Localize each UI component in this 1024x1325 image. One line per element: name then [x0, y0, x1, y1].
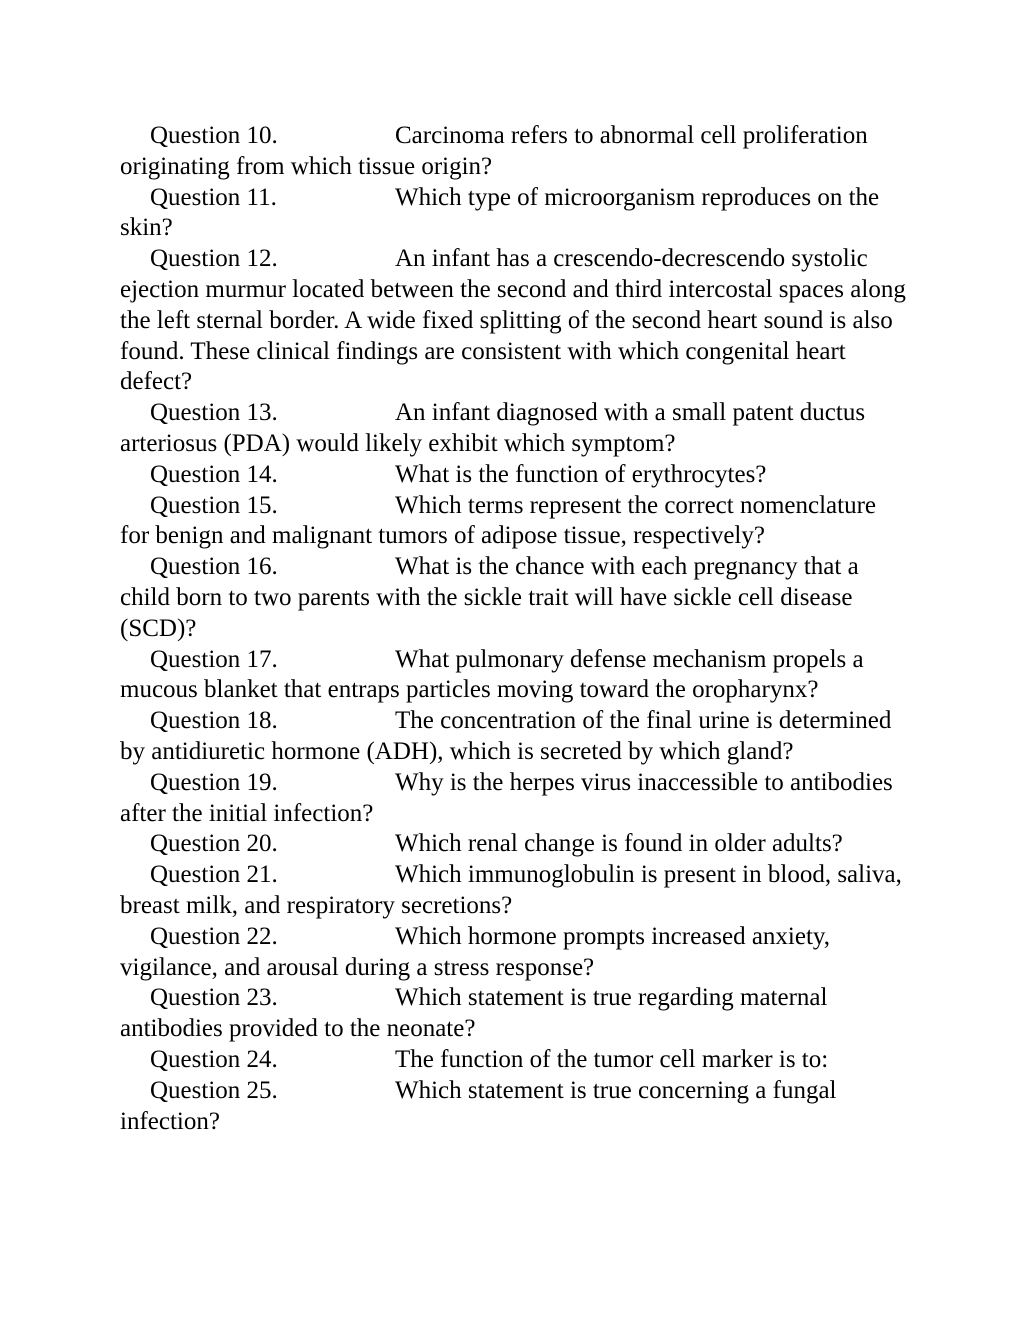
- question-text: The concentration of the final urine is determined by antidiuretic hormone (ADH), which is secreted by which gland?: [120, 707, 892, 765]
- question-number: Question 22.: [150, 922, 278, 950]
- question-text: Which statement is true regarding maternal antibodies provided to the neonate?: [120, 984, 828, 1043]
- question-item: [120, 829, 910, 860]
- question-number: Question 15.: [150, 491, 278, 519]
- question-number: Question 21.: [150, 861, 278, 889]
- question-number: Question 14.: [150, 460, 278, 488]
- question-number: Question 23.: [150, 984, 278, 1012]
- question-text: Which immunoglobulin is present in blood, saliva, breast milk, and respiratory secretions?: [120, 861, 902, 919]
- question-text: The function of the tumor cell marker is to:: [395, 1045, 829, 1073]
- question-item: [120, 183, 910, 245]
- document-page: [120, 121, 910, 1137]
- question-item: [120, 244, 910, 398]
- question-item: [120, 922, 910, 984]
- question-number: Question 10.: [150, 122, 278, 149]
- question-item: [120, 706, 910, 768]
- question-number: Question 12.: [150, 245, 278, 273]
- question-item: [120, 491, 910, 553]
- question-item: [120, 552, 910, 644]
- question-item: [120, 398, 910, 460]
- question-text: What is the chance with each pregnancy that a child born to two parents with the sickle trait will have sickle cell disease (SCD)?: [120, 553, 859, 642]
- question-number: Question 18.: [150, 707, 278, 735]
- question-item: [120, 121, 910, 183]
- question-text: Carcinoma refers to abnormal cell proliferation originating from which tissue origin?: [120, 122, 868, 180]
- question-number: Question 17.: [150, 645, 278, 673]
- question-text: What is the function of erythrocytes?: [395, 460, 767, 488]
- question-number: Question 25.: [150, 1076, 278, 1104]
- question-item: [120, 460, 910, 491]
- question-number: Question 19.: [150, 768, 278, 796]
- question-item: [120, 645, 910, 707]
- question-text: Which renal change is found in older adults?: [395, 830, 843, 858]
- question-item: [120, 1045, 910, 1076]
- question-item: [120, 983, 910, 1045]
- question-item: [120, 1076, 910, 1138]
- question-text: Why is the herpes virus inaccessible to antibodies after the initial infection?: [120, 768, 893, 827]
- question-text: Which statement is true concerning a fungal infection?: [120, 1076, 837, 1135]
- question-text: An infant has a crescendo-decrescendo systolic ejection murmur located between the second and third intercostal spaces along the left sternal border. A wide fixed splitting of the second heart sound is also found. These clinical findings are consistent with which congenital heart defect?: [120, 245, 906, 396]
- question-number: Question 13.: [150, 399, 278, 427]
- question-item: [120, 768, 910, 830]
- question-item: [120, 860, 910, 922]
- question-number: Question 20.: [150, 830, 278, 858]
- question-text: What pulmonary defense mechanism propels a mucous blanket that entraps particles moving toward the oropharynx?: [120, 645, 864, 704]
- question-number: Question 16.: [150, 553, 278, 581]
- question-number: Question 24.: [150, 1045, 278, 1073]
- question-text: Which terms represent the correct nomenclature for benign and malignant tumors of adipose tissue, respectively?: [120, 491, 877, 550]
- question-text: An infant diagnosed with a small patent ductus arteriosus (PDA) would likely exhibit which symptom?: [120, 399, 866, 457]
- question-text: Which hormone prompts increased anxiety, vigilance, and arousal during a stress response?: [120, 922, 831, 981]
- question-text: Which type of microorganism reproduces on the skin?: [120, 183, 880, 242]
- question-number: Question 11.: [150, 183, 277, 211]
